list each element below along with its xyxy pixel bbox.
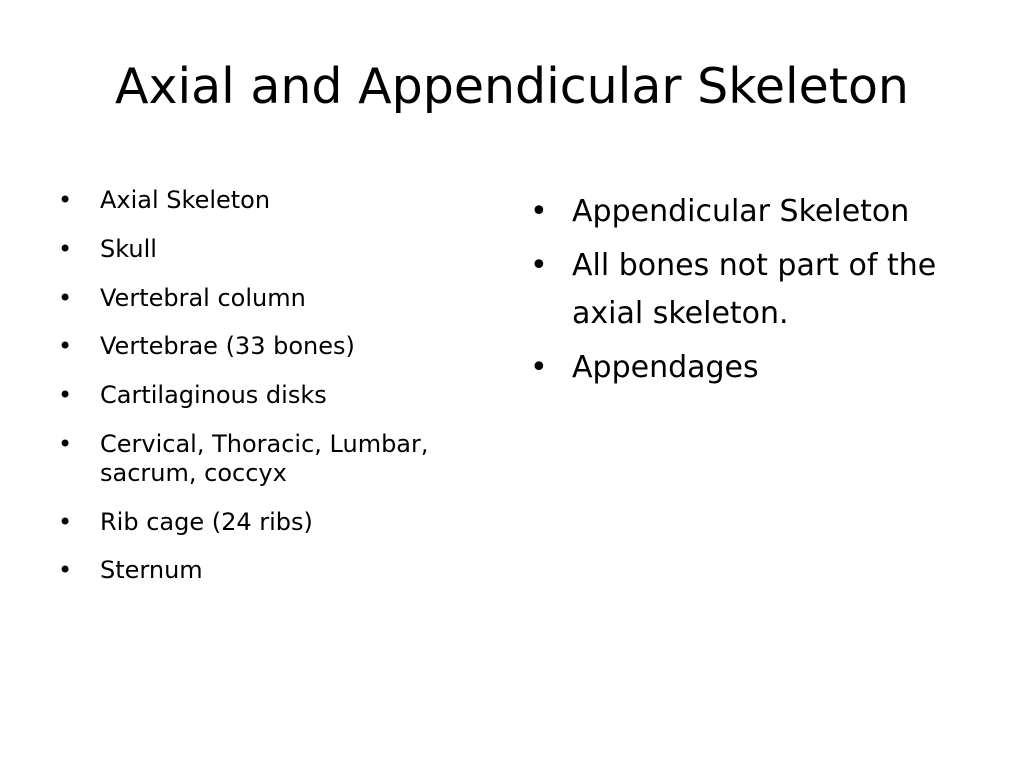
bullet-icon: • [58, 556, 73, 585]
bullet-icon: • [58, 283, 73, 312]
bullet-icon: • [58, 186, 73, 214]
bullet-icon: • [530, 248, 548, 283]
list-item [58, 235, 478, 264]
list-item [58, 284, 478, 313]
list-item [530, 242, 970, 338]
bullet-icon: • [58, 381, 73, 410]
bullet-text: Sternum [100, 556, 203, 585]
bullet-text: Cartilaginous disks [100, 381, 327, 410]
list-item [58, 556, 478, 585]
bullet-text: Cervical, Thoracic, Lumbar, sacrum, coccyx [100, 429, 429, 487]
list-item [58, 186, 478, 215]
bullet-icon: • [530, 194, 548, 229]
bullet-icon: • [58, 429, 73, 458]
bullet-icon: • [58, 234, 73, 263]
bullet-text: Skull [100, 234, 157, 263]
bullet-text: All bones not part of the axial skeleton. [572, 248, 937, 331]
list-item [58, 430, 478, 488]
bullet-icon: • [58, 332, 73, 361]
bullet-icon: • [58, 507, 73, 536]
bullet-text: Vertebral column [100, 283, 306, 312]
bullet-icon: • [530, 350, 548, 385]
bullet-text: Vertebrae (33 bones) [100, 332, 355, 361]
bullet-text: Appendages [572, 350, 759, 385]
bullet-text: Appendicular Skeleton [572, 194, 910, 229]
list-item [530, 344, 970, 392]
slide-title: Axial and Appendicular Skeleton [114, 58, 909, 115]
right-bullet-list [530, 188, 970, 398]
left-bullet-list [58, 186, 478, 605]
list-item [58, 508, 478, 537]
bullet-text: Axial Skeleton [100, 186, 271, 214]
list-item [58, 381, 478, 410]
bullet-text: Rib cage (24 ribs) [100, 507, 313, 536]
list-item [58, 332, 478, 361]
list-item [530, 188, 970, 236]
